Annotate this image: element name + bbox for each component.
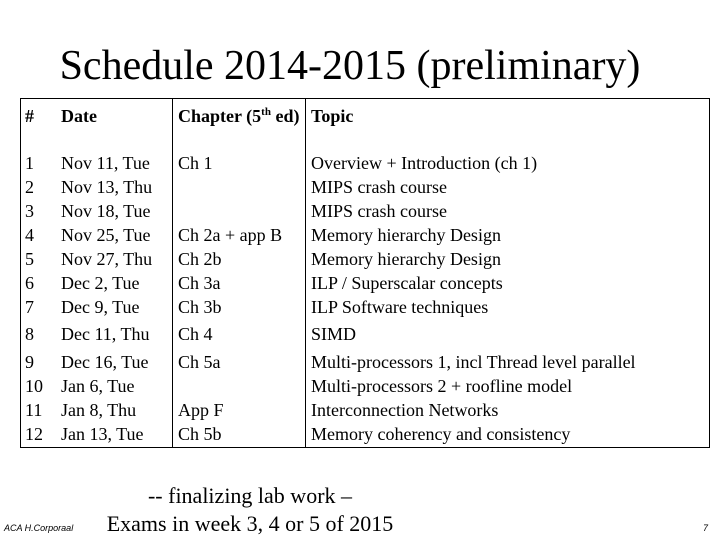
header-chapter	[178, 104, 303, 128]
header-date: Date	[61, 106, 97, 126]
cell-date: Nov 18, Tue	[61, 201, 151, 221]
cell-number: 7	[25, 297, 34, 317]
cell-topic: Memory hierarchy Design	[311, 225, 501, 245]
cell-date: Nov 11, Tue	[61, 153, 150, 173]
header-number: #	[25, 106, 34, 126]
cell-topic: MIPS crash course	[311, 177, 447, 197]
cell-number: 4	[25, 225, 34, 245]
cell-date: Jan 8, Thu	[61, 400, 137, 420]
cell-number: 8	[25, 324, 34, 344]
table-left-border	[20, 99, 21, 447]
cell-topic: SIMD	[311, 324, 357, 344]
cell-date: Jan 6, Tue	[61, 376, 135, 396]
cell-chapter: Ch 5b	[178, 424, 222, 444]
column-divider-chapter-topic	[305, 99, 306, 447]
cell-number: 11	[25, 400, 43, 420]
cell-number: 12	[25, 424, 43, 444]
column-divider-date-chapter	[172, 99, 173, 447]
cell-topic: Overview + Introduction (ch 1)	[311, 153, 538, 173]
cell-date: Nov 25, Tue	[61, 225, 151, 245]
cell-chapter: Ch 1	[178, 153, 213, 173]
cell-chapter: App F	[178, 400, 224, 420]
header-chapter-edition: ed)	[270, 106, 300, 126]
slide-title: Schedule 2014-2015 (preliminary)	[59, 43, 641, 89]
cell-topic: Multi-processors 2 + roofline model	[311, 376, 573, 396]
cell-topic: ILP / Superscalar concepts	[311, 273, 503, 293]
cell-topic: Interconnection Networks	[311, 400, 499, 420]
cell-chapter: Ch 4	[178, 324, 213, 344]
footer-author: ACA H.Corporaal	[4, 523, 74, 533]
cell-number: 3	[25, 201, 34, 221]
header-topic: Topic	[311, 106, 354, 126]
cell-number: 2	[25, 177, 34, 197]
cell-chapter: Ch 2b	[178, 249, 222, 269]
note-lab-work: -- finalizing lab work –	[147, 483, 353, 508]
note-exams: Exams in week 3, 4 or 5 of 2015	[106, 511, 394, 536]
cell-number: 6	[25, 273, 34, 293]
cell-number: 9	[25, 352, 34, 372]
cell-number: 1	[25, 153, 34, 173]
schedule-table	[20, 98, 710, 448]
cell-topic: Memory coherency and consistency	[311, 424, 571, 444]
cell-topic: MIPS crash course	[311, 201, 447, 221]
cell-chapter: Ch 5a	[178, 352, 221, 372]
cell-date: Nov 13, Thu	[61, 177, 153, 197]
cell-number: 5	[25, 249, 34, 269]
header-chapter-text: Chapter (5	[178, 106, 262, 126]
cell-date: Dec 11, Thu	[61, 324, 150, 344]
header-chapter-superscript: th	[261, 106, 271, 118]
cell-chapter: Ch 3b	[178, 297, 222, 317]
cell-date: Dec 16, Tue	[61, 352, 149, 372]
cell-date: Dec 2, Tue	[61, 273, 140, 293]
cell-chapter: Ch 2a + app B	[178, 225, 283, 245]
cell-date: Nov 27, Thu	[61, 249, 153, 269]
cell-number: 10	[25, 376, 43, 396]
page-number: 7	[703, 523, 709, 533]
cell-topic: ILP Software techniques	[311, 297, 489, 317]
cell-chapter: Ch 3a	[178, 273, 221, 293]
cell-date: Dec 9, Tue	[61, 297, 140, 317]
cell-date: Jan 13, Tue	[61, 424, 144, 444]
cell-topic: Multi-processors 1, incl Thread level parallel	[311, 352, 636, 372]
cell-topic: Memory hierarchy Design	[311, 249, 501, 269]
